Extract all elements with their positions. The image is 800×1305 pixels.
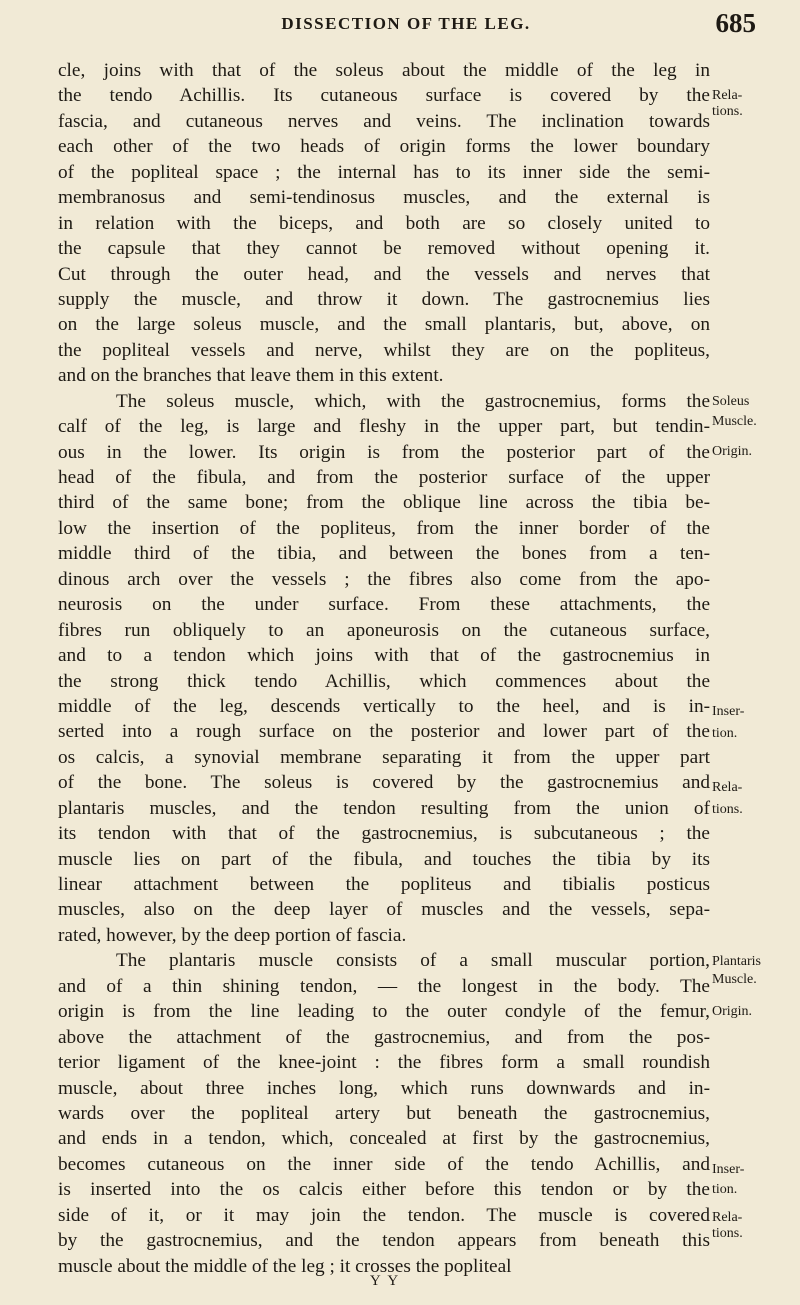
text-line: cle, joins with that of the soleus about the middle of the leg in (58, 60, 710, 81)
text-line: middle of the leg, descends vertically to the heel, and is in- (58, 695, 710, 717)
text-line: side of it, or it may join the tendon. The muscle is covered (58, 1204, 710, 1226)
text-line: in relation with the biceps, and both are so closely united to (58, 212, 710, 234)
text-line: wards over the popliteal artery but beneath the gastrocnemius, (58, 1102, 710, 1124)
margin-note: Rela- (712, 88, 743, 103)
margin-note: Plantaris (712, 954, 761, 969)
page-number: 685 (715, 8, 756, 38)
margin-note: Soleus (712, 394, 750, 409)
text-line: os calcis, a synovial membrane separating it from the upper part (58, 746, 710, 768)
body-text (58, 58, 710, 1279)
text-line: linear attachment between the popliteus and tibialis posticus (58, 874, 710, 895)
text-line: plantaris muscles, and the tendon resulting from the union of (58, 797, 710, 819)
text-line: and to a tendon which joins with that of the gastrocnemius in (58, 645, 710, 667)
text-line: head of the fibula, and from the posterior surface of the upper (58, 467, 710, 488)
margin-note: Rela- (712, 1210, 743, 1225)
text-line: fascia, and cutaneous nerves and veins. The inclination towards (58, 110, 710, 132)
text-line: its tendon with that of the gastrocnemius, is subcutaneous ; the (58, 823, 710, 845)
text-line: of the popliteal space ; the internal has to its inner side the semi- (58, 161, 710, 183)
text-line: supply the muscle, and throw it down. The gastrocnemius lies (58, 288, 710, 310)
text-line: Cut through the outer head, and the vessels and nerves that (58, 263, 710, 285)
margin-note: Muscle. (712, 972, 757, 987)
margin-note: Origin. (712, 1004, 753, 1019)
text-line: fibres run obliquely to an aponeurosis on the cutaneous surface, (58, 619, 710, 641)
margin-note: Inser- (712, 1162, 745, 1177)
text-line: third of the same bone; from the oblique line across the tibia be- (58, 492, 710, 514)
text-line: the popliteal vessels and nerve, whilst they are on the popliteus, (58, 339, 710, 361)
margin-note: Origin. (712, 444, 753, 459)
text-line: on the large soleus muscle, and the small plantaris, but, above, on (58, 314, 710, 336)
text-line: is inserted into the os calcis either before this tendon or by the (58, 1179, 710, 1201)
margin-note: tion. (712, 726, 738, 741)
margin-note: Muscle. (712, 414, 757, 429)
text-line: calf of the leg, is large and fleshy in the upper part, but tendin- (58, 416, 710, 438)
text-line: neurosis on the under surface. From these attachments, the (58, 594, 710, 616)
text-line: muscle, about three inches long, which runs downwards and in- (58, 1077, 710, 1099)
text-line: The plantaris muscle consists of a small muscular portion, (116, 950, 710, 972)
text-line: and of a thin shining tendon, — the longest in the body. The (58, 975, 710, 997)
margin-note: Inser- (712, 704, 745, 719)
text-line: low the insertion of the popliteus, from the inner border of the (58, 517, 710, 539)
text-line: origin is from the line leading to the outer condyle of the femur, (58, 1001, 710, 1023)
text-line: dinous arch over the vessels ; the fibres also come from the apo- (58, 568, 710, 590)
text-line: by the gastrocnemius, and the tendon appears from beneath this (58, 1230, 710, 1252)
text-line: the tendo Achillis. Its cutaneous surface is covered by the (58, 85, 710, 107)
margin-note: tion. (712, 1182, 738, 1197)
running-head: DISSECTION OF THE LEG. (281, 14, 531, 33)
text-line: terior ligament of the knee-joint : the fibres form a small roundish (58, 1052, 710, 1074)
page-header (56, 8, 756, 44)
text-line: rated, however, by the deep portion of fascia. (58, 924, 407, 946)
text-line: muscle lies on part of the fibula, and touches the tibia by its (58, 848, 710, 870)
text-line: and ends in a tendon, which, concealed at first by the gastrocnemius, (58, 1128, 710, 1150)
text-line: middle third of the tibia, and between the bones from a ten- (58, 543, 710, 565)
margin-note: Rela- (712, 780, 743, 795)
text-line: The soleus muscle, which, with the gastrocnemius, forms the (116, 390, 710, 412)
text-line: the capsule that they cannot be removed without opening it. (58, 238, 710, 260)
text-line: the strong thick tendo Achillis, which commences about the (58, 670, 710, 692)
margin-note: tions. (712, 104, 743, 119)
text-line: ous in the lower. Its origin is from the posterior part of the (58, 441, 710, 463)
text-line: becomes cutaneous on the inner side of the tendo Achillis, and (58, 1153, 710, 1175)
margin-note: tions. (712, 802, 743, 817)
text-line: above the attachment of the gastrocnemius, and from the pos- (58, 1026, 710, 1048)
text-line: of the bone. The soleus is covered by the gastrocnemius and (58, 772, 710, 794)
signature-mark: Y Y (369, 1273, 401, 1289)
text-line: membranosus and semi-tendinosus muscles, and the external is (58, 187, 710, 209)
text-line: muscles, also on the deep layer of muscles and the vessels, sepa- (58, 899, 710, 921)
text-line: and on the branches that leave them in this extent. (58, 365, 444, 387)
text-line: each other of the two heads of origin forms the lower boundary (58, 136, 710, 158)
text-line: serted into a rough surface on the posterior and lower part of the (58, 721, 710, 743)
text-line: muscle about the middle of the leg ; it crosses the popliteal (58, 1255, 512, 1277)
margin-note: tions. (712, 1226, 743, 1241)
